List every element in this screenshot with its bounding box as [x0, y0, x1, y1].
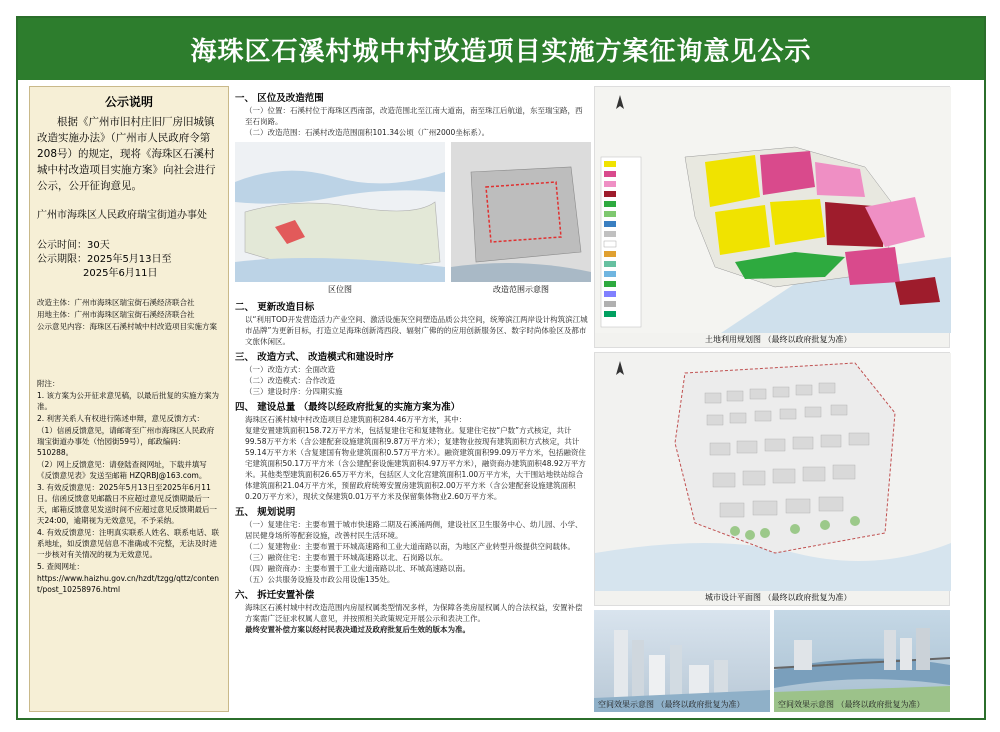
render-right	[774, 610, 950, 712]
location-map-caption: 区位图	[328, 285, 352, 294]
section-4-text: 海珠区石溪村城中村改造项目总建筑面积284.46万平方米，其中：	[245, 415, 467, 424]
notice-period	[37, 239, 221, 281]
section-4-text: 复建安置建筑面积158.72万平方米，包括复建住宅和复建物业。复建住宅按“户数”方式核定，共计99.58万平方米（含公建配套设施建筑面积9.87万平方米）；复建物业按现有建筑面积方式核定，共计59.14万平方米（含复建国有物业建筑面积0.57万平方米）。融资建筑面积99.09万平方米，包括融资住宅建筑面积50.17万平方米（含公建配套设施建筑面积4.97万平方米），融资商办建筑面积48.92万平方米。其他类型建筑面积26.65万平方米，包括区人文化宫建筑面积1.00万平方米，大干围站地铁站综合体建筑面积21.04万平方米，预留政府统筹安置房建筑面积2.00万平方米（含公建配套设施建筑面积0.20万平方米），现状文保建筑0.01万平方米及保留集体物业2.60万平方米。	[245, 426, 586, 501]
section-1-text: （一）位置：石溪村位于海珠区西南部，改造范围北至江南大道南，南至珠江后航道，东至瑞宝路，西至石岗路。	[245, 106, 583, 126]
unit-item: 用地主体：广州市海珠区瑞宝街石溪经济联合社	[37, 310, 195, 319]
section-6-text: 最终安置补偿方案以经村民表决通过及政府批复后生效的版本为准。	[245, 625, 470, 634]
page-title: 海珠区石溪村城中村改造项目实施方案征询意见公示	[190, 36, 812, 67]
urban-design-map	[595, 353, 951, 591]
location-map-block	[235, 142, 445, 295]
plan-details	[231, 86, 592, 712]
period-days: 公示时间：30天	[37, 240, 110, 251]
note-item: 1. 该方案为公开征求意见稿，以最后批复的实施方案为准。	[37, 391, 220, 411]
landuse-map	[595, 87, 951, 333]
urban-design-panel	[594, 352, 950, 606]
section-5-text: （二）复建物业：主要布置于环城高速路和工业大道南路以南，为地区产业转型升级提供空间载体。	[245, 542, 575, 551]
section-5-text: （三）融资住宅：主要布置于环城高速路以北、石岗路以东。	[245, 553, 448, 562]
render-left-caption: 空间效果示意图 （最终以政府批复为准）	[598, 700, 745, 709]
note-item: 3. 有效反馈意见：2025年5月13日至2025年6月11日。信函反馈意见邮戳日不应超过意见反馈期最后一天，邮箱反馈意见发送时间不应超过意见反馈期最后一天24:00，逾期视为无效意见，不予采纳。	[37, 483, 217, 525]
render-left	[594, 610, 770, 712]
notice-heading: 公示说明	[104, 95, 153, 109]
landuse-panel	[594, 86, 950, 348]
issuing-org: 广州市海珠区人民政府瑞宝街道办事处	[37, 210, 207, 221]
note-item: （1）信函反馈意见，请邮寄至广州市海珠区人民政府瑞宝街道办事处（怡园街59号），邮政编码：510288。	[37, 426, 215, 457]
scope-map-caption: 改造范围示意图	[493, 285, 549, 294]
section-4-title: 四、 建设总量 （最终以经政府批复的实施方案为准）	[235, 402, 461, 413]
note-item: 5. 查阅网址：	[37, 562, 85, 571]
note-item: 4. 有效反馈意见：注明真实联系人姓名、联系电话、联系地址，如反馈意见信息不准确或不完整，无法及时进一步核对有关情况的视为无效意见。	[37, 528, 220, 559]
section-1-text: （二）改造范围：石溪村改造范围面积101.34公顷（广州2000坐标系）。	[245, 128, 490, 137]
note-item: （2）网上反馈意见：请登陆查阅网址，下载并填写《反馈意见表》发送至邮箱 HZQRBJ@163.com。	[37, 460, 207, 480]
scope-map-block	[451, 142, 591, 295]
urban-design-caption: 城市设计平面图 （最终以政府批复为准）	[705, 593, 852, 602]
notice-panel	[29, 86, 229, 712]
title-banner	[18, 18, 984, 80]
unit-item: 改造主体：广州市海珠区瑞宝街石溪经济联合社	[37, 298, 195, 307]
section-3-text: （三）建设时序：分四期实施	[245, 387, 343, 396]
scope-map	[451, 142, 591, 282]
section-1-title: 一、 区位及改造范围	[235, 93, 324, 104]
section-6-text: 海珠区石溪村城中村改造范围内房屋权属类型情况多样，为保障各类房屋权属人的合法权益，安置补偿方案需广泛征求权属人意见，并按照相关政策规定开展公示和表决工作。	[245, 603, 583, 623]
render-right-caption: 空间效果示意图 （最终以政府批复为准）	[778, 700, 925, 709]
notice-intro: 根据《广州市旧村庄旧厂房旧城镇改造实施办法》（广州市人民政府令第208号）的规定，现将《海珠区石溪村城中村改造项目实施方案》向社会进行公示，公开征询意见。	[37, 116, 216, 192]
units-list	[37, 297, 221, 332]
section-3-text: （一）改造方式：全面改造	[245, 365, 335, 374]
notes-list	[37, 378, 221, 595]
period-end: 2025年6月11日	[83, 268, 158, 279]
section-5-text: （五）公共服务设施及市政公用设施135处。	[245, 575, 395, 584]
landuse-caption: 土地利用规划图 （最终以政府批复为准）	[705, 335, 852, 344]
maps-row	[235, 142, 588, 295]
section-5-title: 五、 规划说明	[235, 507, 296, 518]
note-link[interactable]: https://www.haizhu.gov.cn/hzdt/tzgg/qttz/content/post_10258976.html	[37, 574, 219, 594]
notes-title: 附注：	[37, 379, 60, 388]
section-3-title: 三、 改造方式、 改造模式和建设时序	[235, 352, 394, 363]
period-range: 公示期限：2025年5月13日至	[37, 254, 172, 265]
figures-column	[594, 86, 950, 712]
section-2-title: 二、 更新改造目标	[235, 302, 315, 313]
section-5-text: （四）融资商办：主要布置于工业大道南路以北、环城高速路以南。	[245, 564, 470, 573]
location-map	[235, 142, 445, 282]
section-6-title: 六、 拆迁安置补偿	[235, 590, 315, 601]
note-item: 2. 利害关系人有权进行陈述申辩，意见反馈方式：	[37, 414, 205, 423]
section-5-text: （一）复建住宅：主要布置于城市快速路二期及石溪涌两侧，建设社区卫生服务中心、幼儿园、小学、居民健身场所等配套设施，改善村民生活环境。	[245, 520, 583, 540]
landuse-legend	[601, 157, 641, 327]
section-3-text: （二）改造模式：合作改造	[245, 376, 335, 385]
section-2-text: 以“利用TOD开发营造活力产业空间、激活设施灰空间塑造品质公共空间，统筹滨江两岸设计构筑滨江城市品牌”为更新目标，打造立足海珠创新湾西段、辐射广佛的的应用创新服务区、数字时尚体验区及都市文旅休闲区。	[245, 315, 588, 346]
unit-item: 公示意见内容：海珠区石溪村城中村改造项目实施方案	[37, 322, 217, 331]
